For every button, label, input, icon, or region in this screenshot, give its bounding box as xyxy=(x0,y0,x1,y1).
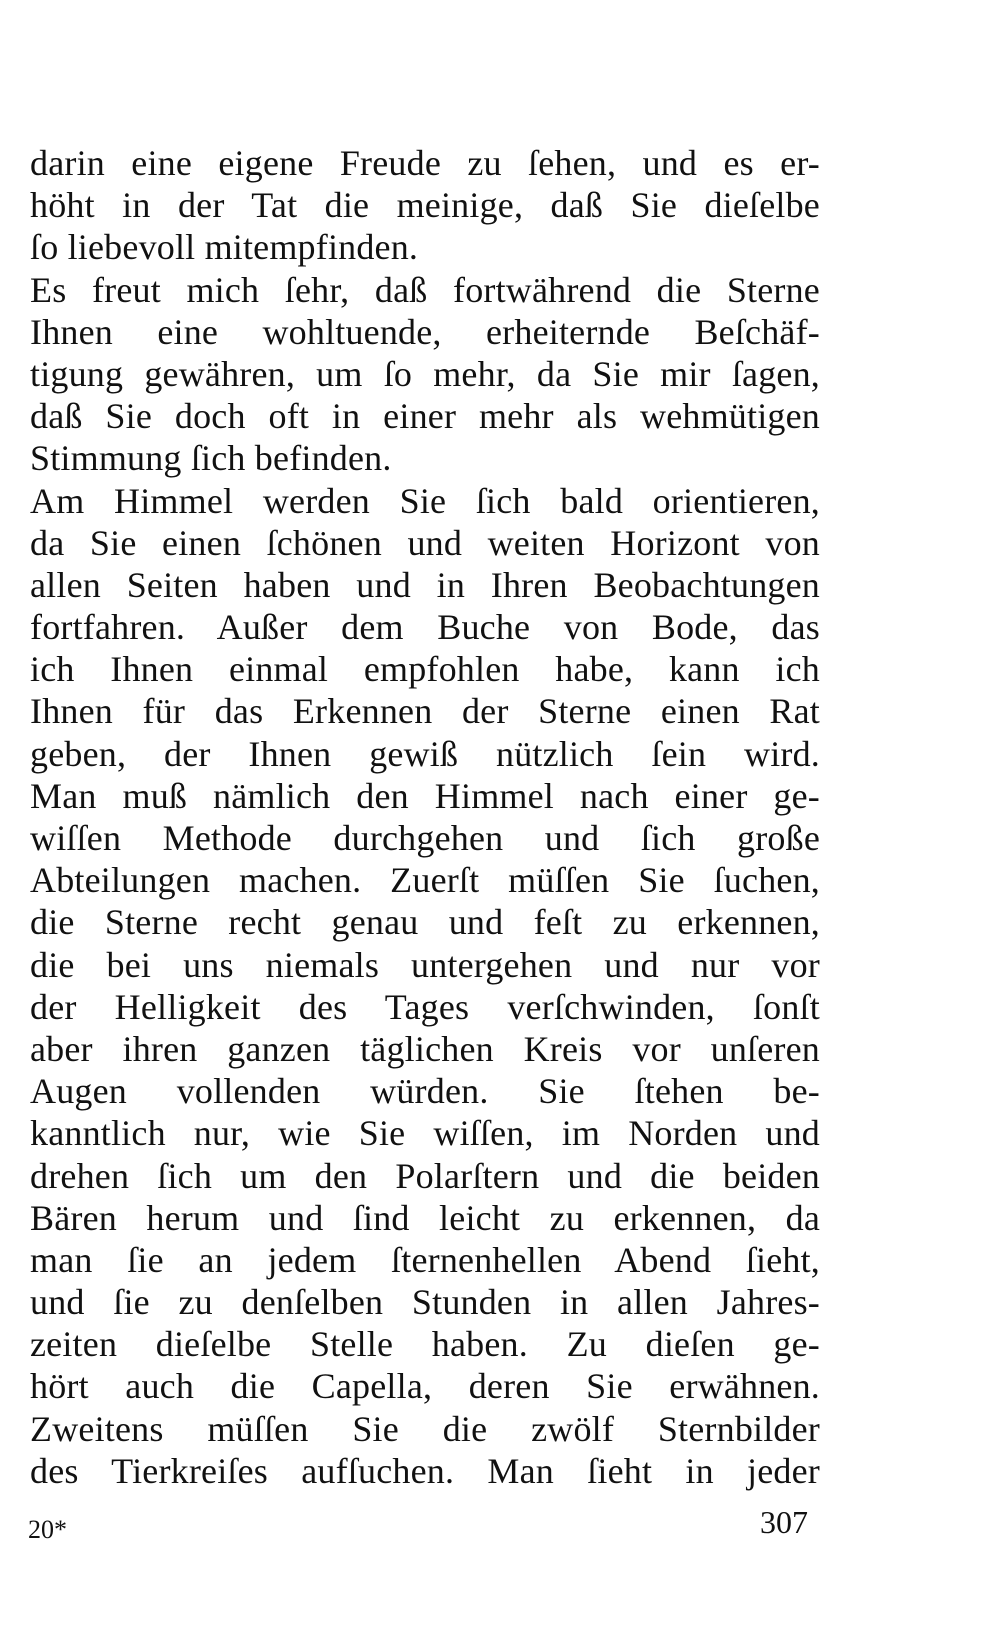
text-line: Man muß nämlich den Himmel nach einer ge- xyxy=(30,775,820,816)
text-line: Abteilungen machen. Zuerſt müſſen Sie ſuchen, xyxy=(30,860,820,901)
text-line: fortfahren. Außer dem Buche von Bode, das xyxy=(30,607,820,648)
text-line: hört auch die Capella, deren Sie erwähnen. xyxy=(30,1366,820,1407)
text-line: kanntlich nur, wie Sie wiſſen, im Norden und xyxy=(30,1113,820,1154)
text-line: Es freut mich ſehr, daß fortwährend die Sterne xyxy=(30,269,820,310)
text-line: wiſſen Methode durchgehen und ſich große xyxy=(30,818,820,858)
text-line: höht in der Tat die meinige, daß Sie dieſelbe xyxy=(30,185,820,226)
text-line: Am Himmel werden Sie ſich bald orientieren, xyxy=(30,480,820,521)
text-line: darin eine eigene Freude zu ſehen, und es er- xyxy=(30,143,820,183)
text-line: allen Seiten haben und in Ihren Beobachtungen xyxy=(30,564,820,605)
text-line: Ihnen für das Erkennen der Sterne einen Rat xyxy=(30,691,820,732)
text-line: Bären herum und ſind leicht zu erkennen, da xyxy=(30,1197,820,1238)
text-line: drehen ſich um den Polarſtern und die beiden xyxy=(30,1155,820,1196)
text-line: Ihnen eine wohltuende, erheiternde Beſchäf- xyxy=(30,311,820,352)
body-text xyxy=(30,142,820,1492)
text-line: tigung gewähren, um ſo mehr, da Sie mir ſagen, xyxy=(30,353,820,394)
text-line: zeiten dieſelbe Stelle haben. Zu dieſen ge- xyxy=(30,1324,820,1365)
text-line: ſo liebevoll mitempfinden. xyxy=(30,227,419,268)
text-line: Stimmung ſich befinden. xyxy=(30,438,392,479)
text-line: daß Sie doch oft in einer mehr als wehmütigen xyxy=(30,396,820,437)
sheet-signature: 20* xyxy=(28,1515,67,1544)
text-line: aber ihren ganzen täglichen Kreis vor unſeren xyxy=(30,1028,820,1069)
text-line: geben, der Ihnen gewiß nützlich ſein wird. xyxy=(30,733,820,774)
text-line: der Helligkeit des Tages verſchwinden, ſonſt xyxy=(30,986,820,1027)
text-line: die Sterne recht genau und feſt zu erkennen, xyxy=(30,902,820,943)
text-line: Zweitens müſſen Sie die zwölf Sternbilder xyxy=(30,1408,820,1449)
text-line: die bei uns niemals untergehen und nur vor xyxy=(30,944,820,985)
page-number: 307 xyxy=(760,1504,808,1540)
text-line: ich Ihnen einmal empfohlen habe, kann ich xyxy=(30,649,820,690)
text-line: und ſie zu denſelben Stunden in allen Jahres- xyxy=(30,1282,820,1323)
text-line: da Sie einen ſchönen und weiten Horizont von xyxy=(30,522,820,563)
text-line: des Tierkreiſes aufſuchen. Man ſieht in jeder xyxy=(30,1450,820,1491)
text-line: man ſie an jedem ſternenhellen Abend ſieht, xyxy=(30,1239,820,1280)
text-line: Augen vollenden würden. Sie ſtehen be- xyxy=(30,1071,820,1112)
